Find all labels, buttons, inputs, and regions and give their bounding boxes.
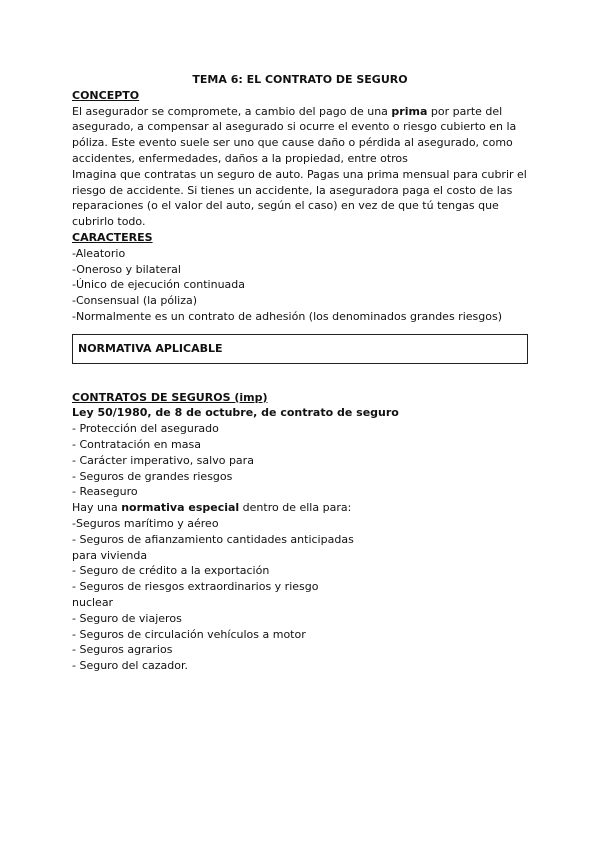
concepto-heading: CONCEPTO — [72, 88, 140, 102]
list-item: - Seguros de grandes riesgos — [72, 469, 233, 483]
list-item: -Seguros marítimo y aéreo — [72, 516, 219, 530]
list-item: - Carácter imperativo, salvo para — [72, 453, 254, 467]
list-item: - Seguros de riesgos extraordinarios y riesgo — [72, 580, 319, 594]
document-page — [72, 72, 528, 674]
concepto-p1-text-b: por parte del asegurado, a compensar al asegurado si ocurre el evento o riesgo cubierto en la póliza. Este evento suele ser uno que cause daño o pérdida al asegurado, como accidentes, enfermedades, daños a la propiedad, entre otros — [72, 104, 517, 165]
normativa-especial-line — [72, 500, 528, 516]
contratos-list — [72, 421, 528, 500]
caracteres-list — [72, 246, 528, 325]
concepto-p1-text-a: El asegurador se compromete, a cambio del pago de una — [72, 104, 392, 118]
list-item: -Aleatorio — [72, 246, 126, 260]
normativa-aplicable-box: NORMATIVA APLICABLE — [72, 334, 528, 364]
law-reference — [72, 405, 528, 421]
especial-term: normativa especial — [121, 501, 240, 515]
document-title: TEMA 6: EL CONTRATO DE SEGURO — [192, 73, 408, 86]
list-item: - Seguros de circulación vehículos a motor — [72, 627, 306, 641]
list-item: - Protección del asegurado — [72, 422, 219, 436]
contratos-heading: CONTRATOS DE SEGUROS (imp) — [72, 390, 268, 404]
list-item: -Normalmente es un contrato de adhesión (los denominados grandes riesgos) — [72, 309, 502, 323]
list-item: - Reaseguro — [72, 485, 138, 499]
prima-term: prima — [391, 104, 428, 118]
list-item: - Seguro de viajeros — [72, 611, 182, 625]
list-item: - Seguros agrarios — [72, 643, 173, 657]
especial-text-b: dentro de ella para: — [239, 501, 352, 515]
law-title: Ley 50/1980, de 8 de octubre, de contrato de seguro — [72, 406, 399, 420]
list-item: - Seguro de crédito a la exportación — [72, 564, 270, 578]
list-item: nuclear — [72, 595, 114, 609]
list-item: -Consensual (la póliza) — [72, 294, 198, 308]
caracteres-heading: CARACTERES — [72, 230, 153, 244]
list-item: -Oneroso y bilateral — [72, 262, 181, 276]
especial-text-a: Hay una — [72, 501, 122, 515]
concepto-paragraph-1 — [72, 104, 528, 167]
list-item: - Contratación en masa — [72, 437, 201, 451]
list-item: para vivienda — [72, 548, 148, 562]
list-item: - Seguros de afianzamiento cantidades anticipadas — [72, 532, 354, 546]
concepto-paragraph-2: Imagina que contratas un seguro de auto. Pagas una prima mensual para cubrir el riesgo de accidente. Si tienes un accidente, la aseguradora paga el costo de las reparaciones (o el valor del auto, según el caso) en vez de que tú tengas que cubrirlo todo. — [72, 167, 527, 229]
list-item: -Único de ejecución continuada — [72, 278, 246, 292]
special-insurance-list — [72, 516, 528, 674]
list-item: - Seguro del cazador. — [72, 659, 189, 673]
